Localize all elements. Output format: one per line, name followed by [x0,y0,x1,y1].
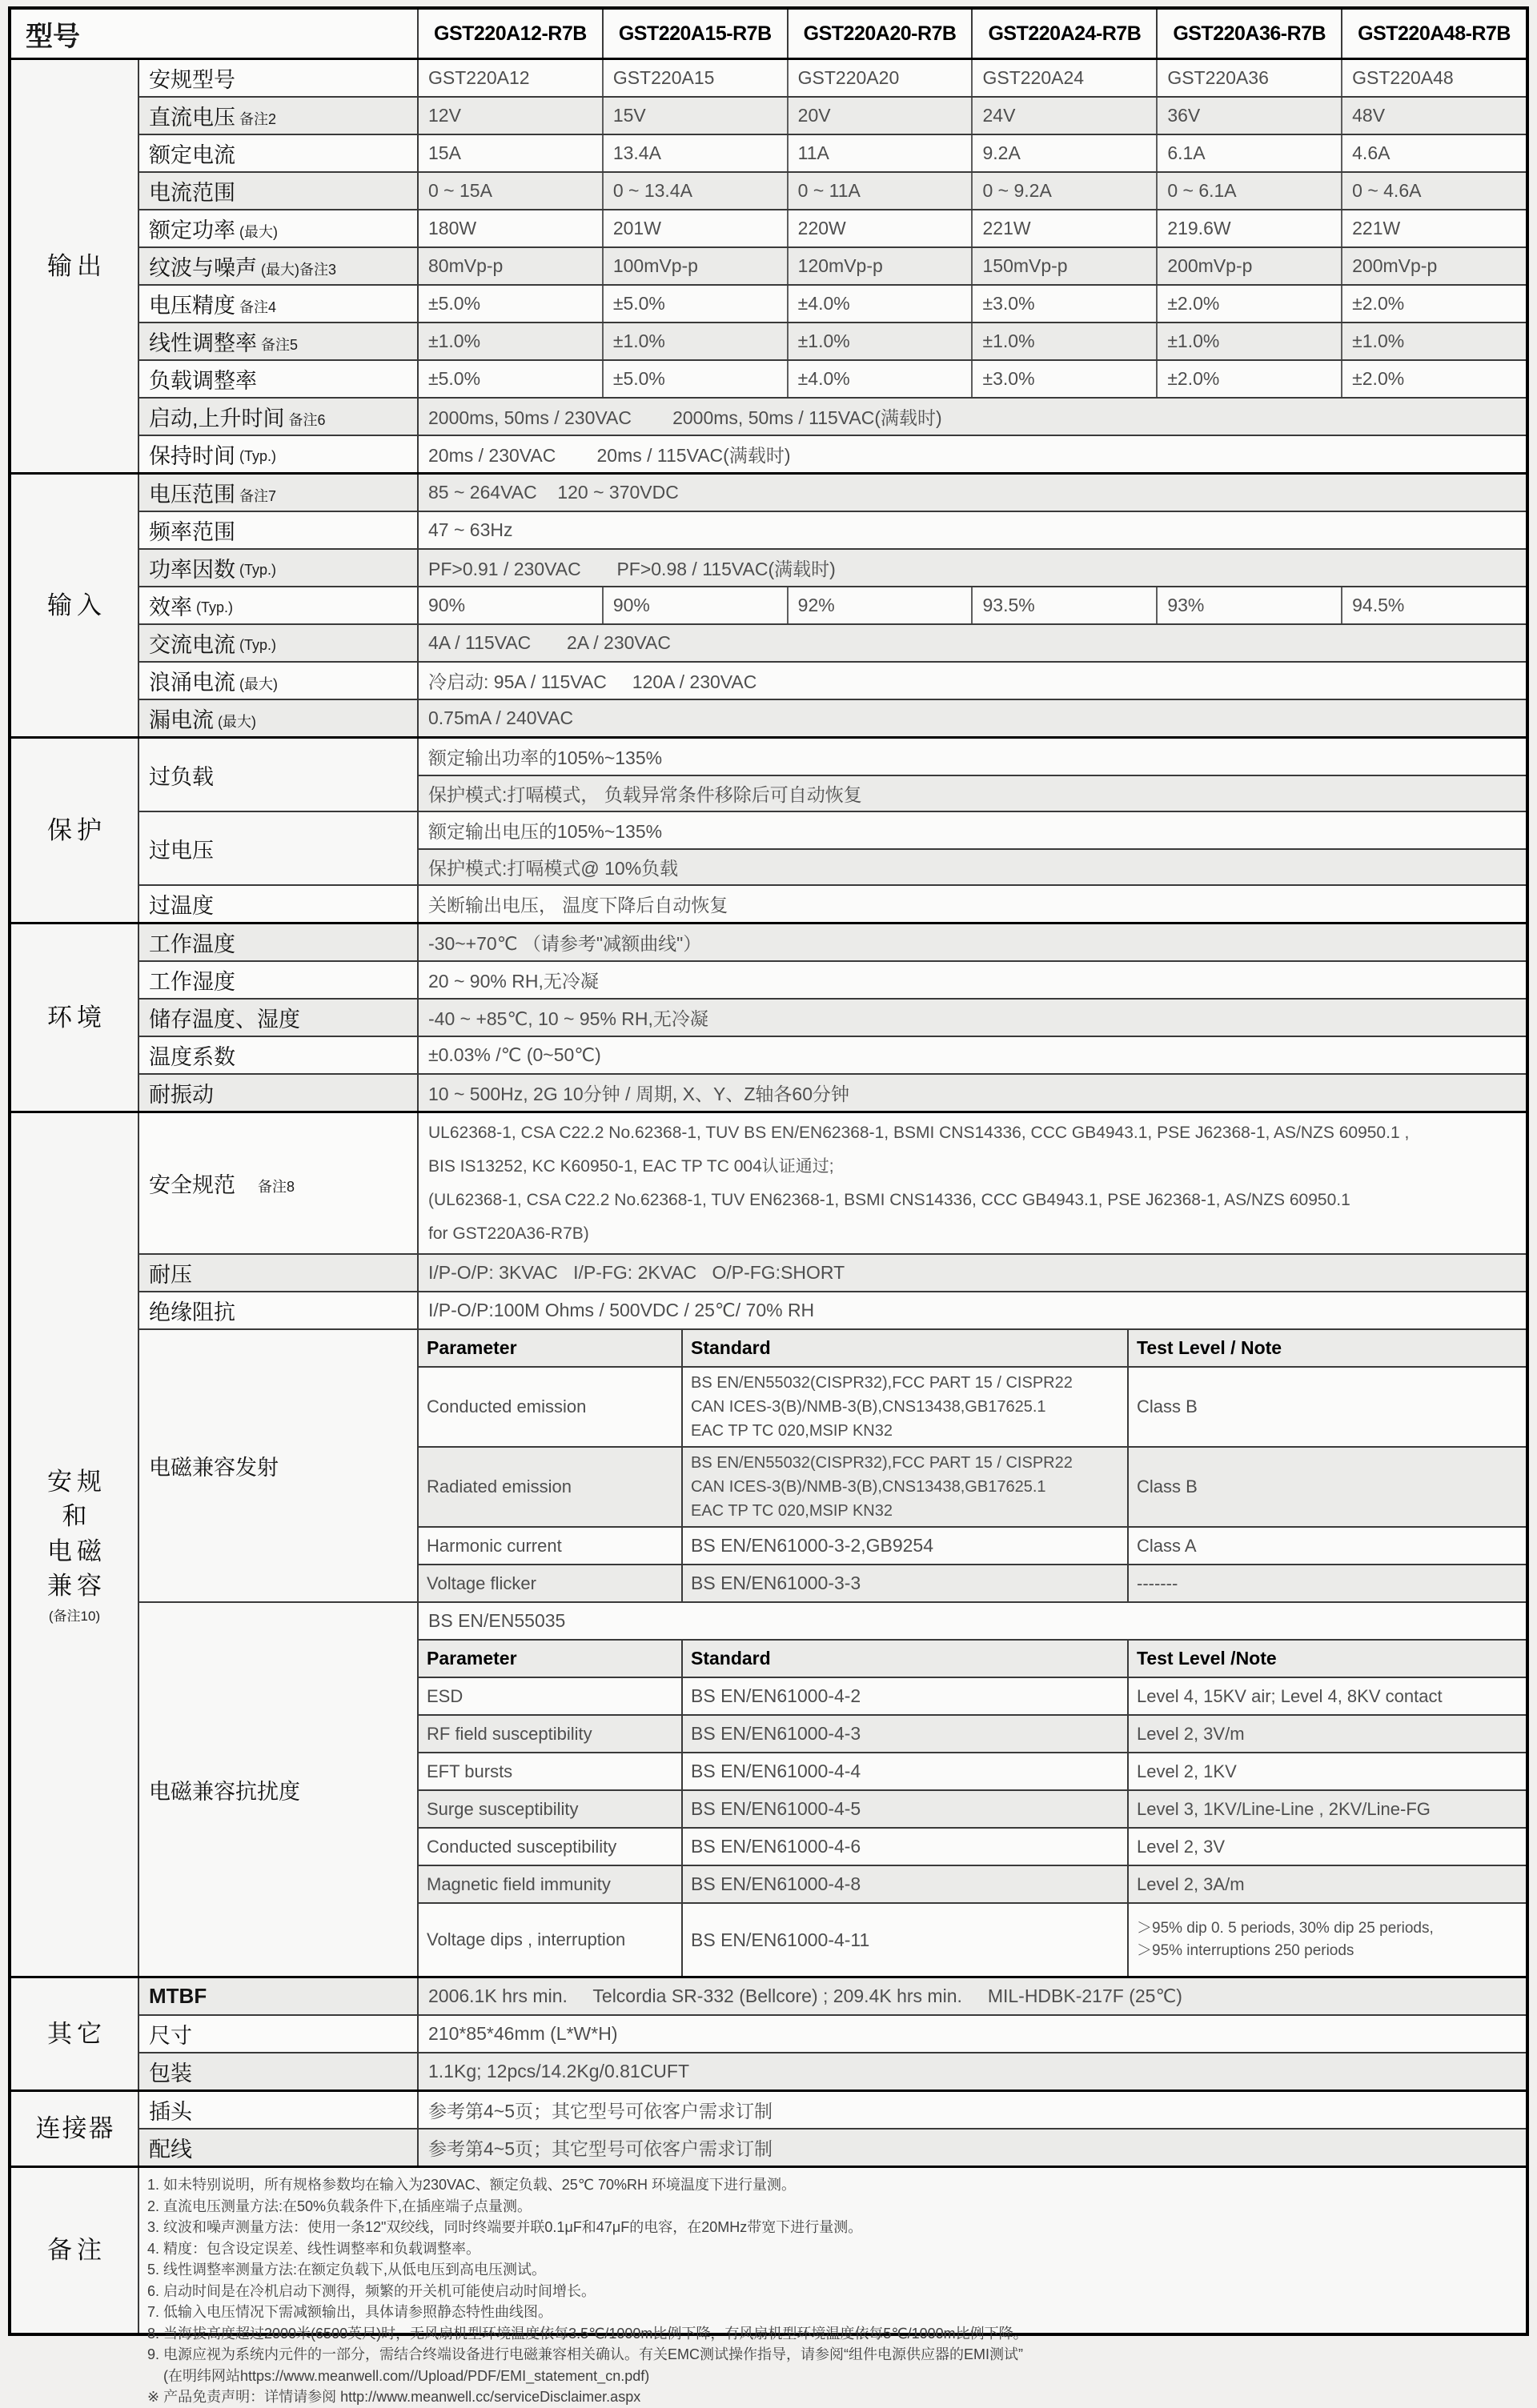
spec-value: ±2.0% [1158,286,1342,322]
spec-value: 90% [604,587,789,623]
spec-value: 221W [973,210,1158,246]
spec-value: 100mVp-p [604,248,789,284]
row-leakage-current: 漏电流 (最大) 0.75mA / 240VAC [139,699,1526,736]
spec-value: ±5.0% [419,361,604,397]
spec-value: 94.5% [1352,595,1405,615]
model-header: GST220A48-R7B [1358,22,1511,45]
row-line-regulation: 线性调整率 备注5 ±1.0% ±1.0% ±1.0% ±1.0% ±1.0% ±1.0% [139,322,1526,359]
spec-value: 150mVp-p [973,248,1158,284]
section-label-connector: 连接器 [11,2092,139,2166]
spec-value: 2000ms, 50ms / 230VAC 2000ms, 50ms / 115VAC(满载时) [428,407,942,428]
spec-value: ±1.0% [789,323,973,359]
spec-value: ±5.0% [604,286,789,322]
spec-value: 保护模式:打嗝模式， 负载异常条件移除后可自动恢复 [419,775,1526,811]
spec-value: I/P-O/P: 3KVAC I/P-FG: 2KVAC O/P-FG:SHORT [428,1262,845,1283]
spec-value: 0 ~ 13.4A [604,173,789,209]
row-efficiency: 效率 (Typ.) 90% 90% 92% 93.5% 93% 94.5% [139,586,1526,623]
spec-value: 4.6A [1352,142,1391,163]
spec-value: 参考第4~5页；其它型号可依客户需求订制 [428,2101,773,2122]
spec-value: GST220A20 [789,60,973,96]
spec-value: 221W [1352,218,1401,238]
spec-value: 13.4A [604,135,789,171]
spec-value: 参考第4~5页；其它型号可依客户需求订制 [428,2138,773,2159]
spec-value: ±4.0% [789,361,973,397]
spec-value: 保护模式:打嗝模式@ 10%负载 [419,848,1526,884]
spec-value: ±3.0% [973,286,1158,322]
spec-value: 219.6W [1158,210,1342,246]
spec-value: GST220A15 [604,60,789,96]
spec-value: ±1.0% [1158,323,1342,359]
spec-value: PF>0.91 / 230VAC PF>0.98 / 115VAC(满载时) [428,559,836,579]
section-label-protection: 保护 [11,739,139,922]
spec-value: 0 ~ 6.1A [1158,173,1342,209]
note-line: (在明纬网站https://www.meanwell.com//Upload/PDF/EMI_statement_cn.pdf) [147,2367,650,2384]
spec-value: 1.1Kg; 12pcs/14.2Kg/0.81CUFT [428,2061,690,2081]
spec-value: 0 ~ 4.6A [1352,180,1422,201]
spec-value: ±0.03% /℃ (0~50℃) [428,1044,601,1065]
row-ripple-noise: 纹波与噪声 (最大)备注3 80mVp-p 100mVp-p 120mVp-p 150mVp-p 200mVp-p 200mVp-p [139,246,1526,284]
spec-value: ±3.0% [973,361,1158,397]
spec-value: 90% [419,587,604,623]
spec-value: 220W [789,210,973,246]
spec-value: ±2.0% [1158,361,1342,397]
row-safety-standards: 安全规范 备注8 UL62368-1, CSA C22.2 No.62368-1, TUV BS EN/EN62368-1, BSMI CNS14336, CCC GB4943.1, PSE J62368-1, AS/NZS 60950.1 , BIS IS13252, KC K60950-1, EAC TP TC 004认证通过; (UL62368-1, CSA C22.2 No.62368-1, TUV EN62368-1, BSMI CNS14336, CCC GB4943.1, PSE J62368-1, AS/NZS 60950.1 for GST220A36-R7B) [139,1113,1526,1253]
row-ac-current: 交流电流 (Typ.) 4A / 115VAC 2A / 230VAC [139,623,1526,661]
spec-value: 11A [789,135,973,171]
spec-value: 12V [419,98,604,134]
note-line: 5. 线性调整率测量方法:在额定负载下,从低电压到高电压测试。 [147,2262,547,2278]
row-load-regulation: 负载调整率 ±5.0% ±5.0% ±4.0% ±3.0% ±2.0% ±2.0% [139,359,1526,397]
emc-emission-block: 电磁兼容发射 Parameter Standard Test Level / Note Conducted emission BS EN/EN55032(CISPR32),FCC PART 15 / CISPR22 CAN ICES-3(B)/NMB-3(B),CNS13438,GB17625.1 EAC TP TC 020,MSIP KN32 Class B Radiated emission BS EN/EN55032(CISPR32),FCC PART 15 / CISPR22 CAN ICES-3(B)/NMB-3(B),CNS13438,GB17625.1 EAC TP TC 020,MSIP KN32 Class B Harmonic current BS EN/EN61000-3-2,GB9254 Class A Voltage flicker BS EN/EN61000-3-3 ------- [139,1328,1526,1601]
spec-value: 10 ~ 500Hz, 2G 10分钟 / 周期, X、Y、Z轴各60分钟 [428,1084,849,1104]
row-surge: Surge susceptibility BS EN/EN61000-4-5 Level 3, 1KV/Line-Line , 2KV/Line-FG [419,1789,1526,1827]
section-environment [11,922,1526,1111]
spec-value: 15A [419,135,604,171]
spec-value: GST220A24 [973,60,1158,96]
emc-emission-header: Parameter Standard Test Level / Note [419,1330,1526,1366]
spec-value: ±2.0% [1352,293,1405,314]
row-rf-field: RF field susceptibility BS EN/EN61000-4-3 Level 2, 3V/m [419,1714,1526,1752]
row-conducted-susceptibility: Conducted susceptibility BS EN/EN61000-4-6 Level 2, 3V [419,1827,1526,1865]
row-magnetic-field: Magnetic field immunity BS EN/EN61000-4-8 Level 2, 3A/m [419,1865,1526,1902]
spec-value: 48V [1352,105,1386,126]
row-working-humidity: 工作湿度 20 ~ 90% RH,无冷凝 [139,960,1526,998]
section-label-safety-emc: 安规 和 电磁 兼容 (备注10) [11,1113,139,1976]
row-packing: 包装 1.1Kg; 12pcs/14.2Kg/0.81CUFT [139,2052,1526,2089]
spec-value: GST220A48 [1352,67,1454,88]
section-label-notes: 备注 [11,2168,139,2333]
note-line: 4. 精度：包含设定误差、线性调整率和负载调整率。 [147,2240,481,2257]
notes-text [139,2168,1526,2405]
note-line: 7. 低输入电压情况下需减额输出，具体请参照静态特性曲线图。 [147,2304,553,2320]
spec-value: 0 ~ 15A [419,173,604,209]
section-label-input: 输入 [11,475,139,736]
spec-value: 210*85*46mm (L*W*H) [428,2023,618,2044]
row-cable: 配线 参考第4~5页；其它型号可依客户需求订制 [139,2128,1526,2166]
spec-value: 200mVp-p [1352,255,1438,276]
spec-value: 36V [1158,98,1342,134]
section-label-others: 其它 [11,1978,139,2089]
row-rated-power: 额定功率 (最大) 180W 201W 220W 221W 219.6W 221W [139,209,1526,246]
section-safety-emc [11,1111,1526,1976]
spec-value: 0.75mA / 240VAC [428,707,574,728]
row-overvoltage: 过电压 额定输出电压的105%~135% 保护模式:打嗝模式@ 10%负载 [139,811,1526,884]
note-line: 2. 直流电压测量方法:在50%负载条件下,在插座端子点量测。 [147,2198,532,2214]
section-label-environment: 环境 [11,924,139,1111]
spec-value: ±1.0% [419,323,604,359]
spec-value: 20 ~ 90% RH,无冷凝 [428,971,599,992]
spec-value: 关断输出电压， 温度下降后自动恢复 [428,895,728,916]
spec-value: 冷启动: 95A / 115VAC 120A / 230VAC [428,671,757,692]
section-output [11,60,1526,472]
spec-value: -40 ~ +85℃, 10 ~ 95% RH,无冷凝 [428,1008,708,1029]
immunity-standard-intro: BS EN/EN55035 [419,1603,1526,1639]
note-disclaimer: ※ 产品免责声明：详情请参阅 http://www.meanwell.cc/serviceDisclaimer.aspx [147,2389,641,2405]
section-label-output: 输出 [11,60,139,472]
row-harmonic-current: Harmonic current BS EN/EN61000-3-2,GB9254 Class A [419,1526,1526,1564]
section-notes [11,2166,1526,2405]
row-voltage-tolerance: 电压精度 备注4 ±5.0% ±5.0% ±4.0% ±3.0% ±2.0% ±2.0% [139,284,1526,322]
spec-value: 120mVp-p [789,248,973,284]
note-line: 3. 纹波和噪声测量方法：使用一条12"双绞线，同时终端要并联0.1μF和47μF的电容，在20MHz带宽下进行量测。 [147,2219,863,2235]
spec-value: ±2.0% [1352,368,1405,389]
note-line: 9. 电源应视为系统内元件的一部分，需结合终端设备进行电磁兼容相关确认。有关EMC测试操作指导，请参阅“组件电源供应器的EMI测试” [147,2346,1023,2362]
row-voltage-flicker: Voltage flicker BS EN/EN61000-3-3 ------- [419,1564,1526,1601]
row-storage-temp-humidity: 储存温度、湿度 -40 ~ +85℃, 10 ~ 95% RH,无冷凝 [139,998,1526,1036]
row-eft-bursts: EFT bursts BS EN/EN61000-4-4 Level 2, 1KV [419,1752,1526,1789]
row-temp-coefficient: 温度系数 ±0.03% /℃ (0~50℃) [139,1036,1526,1073]
section-input [11,472,1526,736]
emc-immunity-block: 电磁兼容抗扰度 BS EN/EN55035 Parameter Standard Test Level /Note ESD BS EN/EN61000-4-2 Level 4, 15KV air; Level 4, 8KV contact RF field susceptibility BS EN/EN61000-4-3 Level 2, 3V/m EFT bursts BS EN/EN61000-4-4 Level 2, 1KV Surge susceptibility BS EN/EN61000-4-5 Level 3, 1KV/Line-Line , 2KV/Line-FG Conducted susceptibility BS EN/EN61000-4-6 Level 2, 3V Magnetic field immunity BS EN/EN61000-4-8 Level 2, 3A/m Voltage dips , interruption BS EN/EN61000-4-11 ＞95% dip 0. 5 periods, 30% dip 25 periods, ＞95% interruptions 250 periods [139,1601,1526,1976]
spec-value: 180W [419,210,604,246]
spec-value: ±4.0% [789,286,973,322]
row-vibration: 耐振动 10 ~ 500Hz, 2G 10分钟 / 周期, X、Y、Z轴各60分钟 [139,1073,1526,1111]
row-esd: ESD BS EN/EN61000-4-2 Level 4, 15KV air; Level 4, 8KV contact [419,1677,1526,1714]
row-overtemperature: 过温度 关断输出电压， 温度下降后自动恢复 [139,884,1526,922]
note-line: 1. 如未特别说明，所有规格参数均在输入为230VAC、额定负载、25℃ 70%RH 环境温度下进行量测。 [147,2177,796,2193]
row-dc-voltage: 直流电压 备注2 12V 15V 20V 24V 36V 48V [139,96,1526,134]
section-others [11,1976,1526,2089]
row-voltage-range: 电压范围 备注7 85 ~ 264VAC 120 ~ 370VDC [139,475,1526,511]
spec-value: 85 ~ 264VAC 120 ~ 370VDC [428,482,679,503]
spec-value: 92% [789,587,973,623]
row-conducted-emission: Conducted emission BS EN/EN55032(CISPR32),FCC PART 15 / CISPR22 CAN ICES-3(B)/NMB-3(B),CNS13438,GB17625.1 EAC TP TC 020,MSIP KN32 Class B [419,1366,1526,1446]
spec-value: I/P-O/P:100M Ohms / 500VDC / 25℃/ 70% RH [428,1300,815,1320]
row-hold-up-time: 保持时间 (Typ.) 20ms / 230VAC 20ms / 115VAC(满载时) [139,435,1526,472]
spec-value: 20V [789,98,973,134]
section-protection [11,736,1526,922]
row-voltage-dips: Voltage dips , interruption BS EN/EN61000-4-11 ＞95% dip 0. 5 periods, 30% dip 25 periods, ＞95% interruptions 250 periods [419,1902,1526,1976]
spec-value: ±5.0% [419,286,604,322]
spec-value: 200mVp-p [1158,248,1342,284]
model-corner-label: 型号 [11,10,419,58]
model-header: GST220A20-R7B [789,10,973,58]
spec-value: 0 ~ 9.2A [973,173,1158,209]
spec-value: 额定输出电压的105%~135% [419,812,1526,848]
spec-value: 20ms / 230VAC 20ms / 115VAC(满载时) [428,445,791,466]
note-line: 8. 当海拔高度超过2000米(6500英尺)时，无风扇机型环境温度依每3.5℃/1000m比例下降，有风扇机型环境温度依每5℃/1000m比例下降。 [147,2325,1028,2342]
model-header: GST220A12-R7B [419,10,604,58]
spec-value: ±5.0% [604,361,789,397]
spec-value: -30~+70℃ （请参考"减额曲线"） [428,933,702,954]
spec-value: ±1.0% [973,323,1158,359]
section-connector [11,2089,1526,2166]
spec-value: GST220A12 [419,60,604,96]
table-header-row [11,10,1526,60]
spec-value: 24V [973,98,1158,134]
row-frequency-range: 频率范围 47 ~ 63Hz [139,511,1526,548]
emc-immunity-header: Parameter Standard Test Level /Note [419,1639,1526,1677]
row-dimension: 尺寸 210*85*46mm (L*W*H) [139,2014,1526,2052]
model-header: GST220A24-R7B [973,10,1158,58]
model-header: GST220A15-R7B [604,10,789,58]
spec-value: 93% [1158,587,1342,623]
spec-value: UL62368-1, CSA C22.2 No.62368-1, TUV BS EN/EN62368-1, BSMI CNS14336, CCC GB4943.1, PSE J62368-1, AS/NZS 60950.1 , BIS IS13252, KC K60950-1, EAC TP TC 004认证通过; (UL62368-1, CSA C22.2 No.62368-1, TUV EN62368-1, BSMI CNS14336, CCC GB4943.1, PSE J62368-1, AS/NZS 60950.1 for GST220A36-R7B) [428,1123,1410,1243]
row-inrush-current: 浪涌电流 (最大) 冷启动: 95A / 115VAC 120A / 230VAC [139,661,1526,699]
spec-value: 4A / 115VAC 2A / 230VAC [428,632,672,653]
spec-value: ±1.0% [1352,331,1405,351]
row-radiated-emission: Radiated emission BS EN/EN55032(CISPR32),FCC PART 15 / CISPR22 CAN ICES-3(B)/NMB-3(B),CNS13438,GB17625.1 EAC TP TC 020,MSIP KN32 Class B [419,1446,1526,1526]
row-plug: 插头 参考第4~5页；其它型号可依客户需求订制 [139,2092,1526,2128]
note-line: 6. 启动时间是在冷机启动下测得，频繁的开关机可能使启动时间增长。 [147,2282,596,2299]
model-header: GST220A36-R7B [1158,10,1342,58]
row-safety-model: 安规型号 GST220A12 GST220A15 GST220A20 GST220A24 GST220A36 GST220A48 [139,60,1526,96]
row-working-temp: 工作温度 -30~+70℃ （请参考"减额曲线"） [139,924,1526,960]
spec-value: ±1.0% [604,323,789,359]
spec-value: 80mVp-p [419,248,604,284]
spec-value: 47 ~ 63Hz [428,519,513,540]
spec-sheet [8,6,1529,2405]
row-setup-rise-time: 启动,上升时间 备注6 2000ms, 50ms / 230VAC 2000ms, 50ms / 115VAC(满载时) [139,397,1526,435]
spec-value: 93.5% [973,587,1158,623]
row-isolation-resistance: 绝缘阻抗 I/P-O/P:100M Ohms / 500VDC / 25℃/ 70% RH [139,1291,1526,1328]
spec-value: GST220A36 [1158,60,1342,96]
row-power-factor: 功率因数 (Typ.) PF>0.91 / 230VAC PF>0.98 / 115VAC(满载时) [139,548,1526,586]
row-current-range: 电流范围 0 ~ 15A 0 ~ 13.4A 0 ~ 11A 0 ~ 9.2A 0 ~ 6.1A 0 ~ 4.6A [139,171,1526,209]
spec-value: 9.2A [973,135,1158,171]
row-overload: 过负载 额定输出功率的105%~135% 保护模式:打嗝模式， 负载异常条件移除后可自动恢复 [139,739,1526,811]
spec-value: 0 ~ 11A [789,173,973,209]
row-rated-current: 额定电流 15A 13.4A 11A 9.2A 6.1A 4.6A [139,134,1526,171]
spec-value: 15V [604,98,789,134]
spec-value: 6.1A [1158,135,1342,171]
spec-value: 2006.1K hrs min. Telcordia SR-332 (Bellcore) ; 209.4K hrs min. MIL-HDBK-217F (25℃) [428,1985,1182,2006]
row-mtbf: MTBF 2006.1K hrs min. Telcordia SR-332 (Bellcore) ; 209.4K hrs min. MIL-HDBK-217F (25℃) [139,1978,1526,2014]
row-withstand-voltage: 耐压 I/P-O/P: 3KVAC I/P-FG: 2KVAC O/P-FG:SHORT [139,1253,1526,1291]
spec-value: 201W [604,210,789,246]
spec-value: 额定输出功率的105%~135% [419,739,1526,775]
